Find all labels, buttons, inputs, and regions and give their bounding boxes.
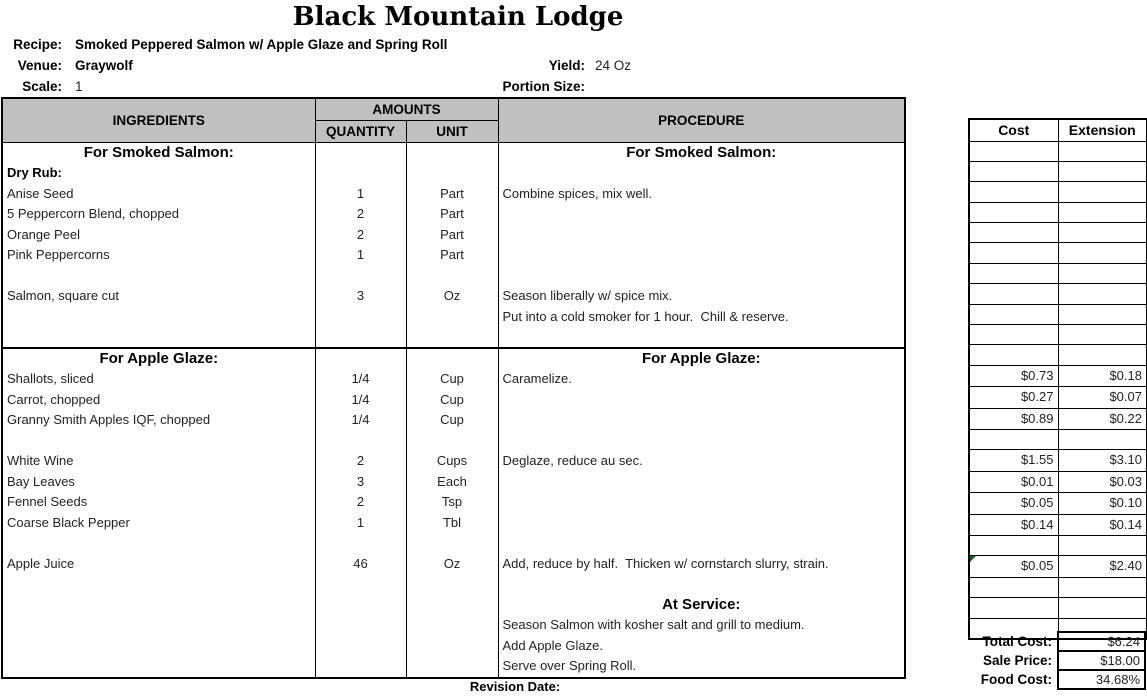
recipe-cell-proc [498, 327, 905, 348]
recipe-cell-qty: 2 [315, 451, 406, 472]
recipe-cell-ing [2, 595, 315, 616]
recipe-cell-unit: Part [406, 204, 498, 225]
recipe-cell-proc [498, 390, 905, 411]
recipe-cell-unit: Tsp [406, 492, 498, 513]
recipe-cell-proc [498, 163, 905, 184]
recipe-row [2, 390, 905, 411]
cost-row [969, 304, 1147, 324]
cost-cell-ext [1058, 284, 1147, 304]
yield-value: 24 Oz [595, 58, 632, 73]
cost-row [969, 161, 1147, 181]
recipe-cell-ing: Granny Smith Apples IQF, chopped [7, 412, 211, 427]
recipe-row [2, 615, 905, 636]
cost-row [969, 182, 1147, 202]
cost-cell-cost [969, 202, 1058, 222]
recipe-cell-unit: Tbl [406, 513, 498, 534]
recipe-row [2, 327, 905, 348]
recipe-cell-ing [2, 574, 315, 595]
recipe-cell-qty [315, 163, 406, 184]
recipe-table-body [2, 142, 905, 678]
cost-row [969, 514, 1147, 535]
recipe-cell-qty [315, 533, 406, 554]
col-header-procedure: PROCEDURE [498, 98, 905, 142]
cost-cell-cost: $0.89 [969, 408, 1058, 429]
recipe-cell-unit: Each [406, 472, 498, 493]
cost-row [969, 493, 1147, 514]
recipe-cell-qty [315, 142, 406, 163]
cost-row [969, 263, 1147, 283]
cost-row [969, 345, 1147, 365]
cost-cell-cost [969, 598, 1058, 618]
recipe-cell-ing [2, 327, 315, 348]
recipe-row [2, 204, 905, 225]
cost-cell-ext: $3.10 [1058, 450, 1147, 471]
portion-size-label: Portion Size: [502, 79, 585, 94]
cost-cell-ext: $0.03 [1058, 471, 1147, 492]
col-header-cost: Cost [969, 119, 1058, 141]
cost-row [969, 408, 1147, 429]
cost-cell-ext [1058, 263, 1147, 283]
recipe-cell-qty [315, 307, 406, 328]
recipe-field [0, 37, 447, 57]
recipe-cell-ing: Coarse Black Pepper [7, 514, 130, 530]
recipe-cell-qty [315, 327, 406, 348]
recipe-cell-ing: Salmon, square cut [7, 288, 120, 303]
recipe-cell-qty [315, 636, 406, 657]
cost-cell-cost [969, 263, 1058, 283]
recipe-cell-proc: Season liberally w/ spice mix. [498, 286, 905, 307]
recipe-cell-ing [2, 615, 315, 636]
cost-cell-cost [969, 182, 1058, 202]
recipe-cell-unit [406, 574, 498, 595]
recipe-cell-unit [406, 636, 498, 657]
cost-cell-cost [969, 304, 1058, 324]
recipe-cell-qty: 1/4 [315, 369, 406, 390]
recipe-cell-unit [406, 327, 498, 348]
cost-cell-cost [969, 223, 1058, 243]
recipe-cell-ing: Shallots, sliced [7, 371, 94, 386]
cost-cell-cost: $0.05 [969, 556, 1058, 577]
recipe-cell-unit: Cups [406, 451, 498, 472]
recipe-cell-qty [315, 431, 406, 452]
cost-cell-cost: $1.55 [969, 450, 1058, 471]
recipe-row [2, 142, 905, 163]
recipe-cell-qty: 1 [315, 184, 406, 205]
recipe-cell-unit: Oz [406, 286, 498, 307]
recipe-cell-ing [2, 636, 315, 657]
cost-cell-ext: $0.14 [1058, 514, 1147, 535]
food-cost-label: Food Cost: [980, 672, 1052, 687]
total-cost-value: $6.24 [1057, 631, 1146, 652]
recipe-cell-proc [498, 266, 905, 287]
recipe-cell-proc: Put into a cold smoker for 1 hour. Chill & reserve. [498, 307, 905, 328]
cost-cell-ext [1058, 202, 1147, 222]
cost-row [969, 471, 1147, 492]
recipe-cell-ing [2, 307, 315, 328]
cost-cell-cost [969, 430, 1058, 450]
recipe-cell-ing: Fennel Seeds [7, 494, 88, 509]
recipe-cell-proc: For Apple Glaze: [498, 348, 905, 370]
cost-row [969, 598, 1147, 618]
recipe-cell-unit [406, 307, 498, 328]
cost-cell-ext [1058, 430, 1147, 450]
recipe-row [2, 410, 905, 431]
recipe-cell-proc [498, 472, 905, 493]
cost-cell-ext: $0.18 [1058, 365, 1147, 386]
cost-cell-cost: $0.73 [969, 365, 1058, 386]
recipe-row [2, 554, 905, 575]
recipe-cell-ing: Bay Leaves [7, 473, 75, 489]
recipe-cell-unit [406, 595, 498, 616]
recipe-cell-proc: At Service: [498, 595, 905, 616]
recipe-cell-qty [315, 615, 406, 636]
recipe-cell-ing: Carrot, chopped [7, 391, 101, 407]
recipe-cell-proc: Deglaze, reduce au sec. [498, 451, 905, 472]
recipe-row [2, 184, 905, 205]
recipe-cell-ing: For Apple Glaze: [2, 348, 315, 370]
cost-cell-cost [969, 577, 1058, 597]
recipe-row [2, 656, 905, 678]
recipe-row [2, 492, 905, 513]
recipe-cell-qty: 1 [315, 513, 406, 534]
recipe-cell-unit: Cup [406, 410, 498, 431]
cost-row [969, 387, 1147, 408]
recipe-cell-unit [406, 266, 498, 287]
recipe-cell-unit: Part [406, 184, 498, 205]
cost-cell-ext [1058, 141, 1147, 161]
cost-row [969, 202, 1147, 222]
col-header-extension: Extension [1058, 119, 1147, 141]
cost-cell-cost [969, 325, 1058, 345]
recipe-cell-proc: Combine spices, mix well. [498, 184, 905, 205]
cost-cell-ext [1058, 536, 1147, 556]
cost-row [969, 141, 1147, 161]
yield-field [380, 58, 631, 78]
recipe-cell-qty [315, 348, 406, 370]
recipe-cell-ing: 5 Peppercorn Blend, chopped [7, 206, 180, 221]
col-header-ingredients: INGREDIENTS [2, 98, 315, 142]
cost-cell-ext: $0.07 [1058, 387, 1147, 408]
cost-cell-ext: $2.40 [1058, 556, 1147, 577]
recipe-row [2, 574, 905, 595]
recipe-cell-unit [406, 348, 498, 370]
recipe-row [2, 245, 905, 266]
recipe-row [2, 595, 905, 616]
sale-price-label: Sale Price: [982, 653, 1052, 668]
portion-size-field [380, 79, 595, 99]
recipe-row [2, 451, 905, 472]
recipe-cell-qty [315, 595, 406, 616]
recipe-table [1, 97, 906, 679]
cost-cell-cost: $0.01 [969, 471, 1058, 492]
cost-row [969, 430, 1147, 450]
recipe-row [2, 286, 905, 307]
cost-summary [968, 631, 1146, 690]
venue-label: Venue: [17, 58, 62, 73]
recipe-cell-proc [498, 410, 905, 431]
recipe-row [2, 513, 905, 534]
recipe-cell-qty [315, 266, 406, 287]
food-cost-row [968, 669, 1146, 690]
recipe-cell-qty [315, 656, 406, 678]
recipe-cell-unit [406, 431, 498, 452]
total-cost-row [968, 631, 1146, 652]
cost-cell-ext [1058, 304, 1147, 324]
cost-row [969, 243, 1147, 263]
recipe-cell-qty: 2 [315, 225, 406, 246]
recipe-cell-unit: Cup [406, 369, 498, 390]
recipe-cell-proc: Caramelize. [498, 369, 905, 390]
cost-cell-ext: $0.22 [1058, 408, 1147, 429]
cost-row [969, 450, 1147, 471]
recipe-row [2, 163, 905, 184]
recipe-cell-ing: Anise Seed [7, 185, 74, 201]
cost-table [968, 118, 1147, 640]
page-title: Black Mountain Lodge [292, 2, 624, 32]
recipe-cell-ing: White Wine [7, 453, 74, 468]
recipe-row [2, 431, 905, 452]
recipe-cell-qty: 2 [315, 204, 406, 225]
sale-price-row [968, 650, 1146, 671]
recipe-cell-qty: 3 [315, 286, 406, 307]
recipe-cell-ing: Dry Rub: [7, 165, 62, 180]
sale-price-value: $18.00 [1057, 650, 1146, 671]
recipe-cell-qty: 1/4 [315, 390, 406, 411]
recipe-cell-ing [2, 431, 315, 452]
recipe-cell-ing: Apple Juice [7, 555, 75, 571]
cost-cell-cost [969, 161, 1058, 181]
recipe-cell-proc: For Smoked Salmon: [498, 142, 905, 163]
recipe-cell-unit [406, 656, 498, 678]
scale-label: Scale: [22, 79, 62, 94]
recipe-cell-unit [406, 163, 498, 184]
cost-cell-cost: $0.27 [969, 387, 1058, 408]
cost-cell-ext [1058, 161, 1147, 181]
recipe-cell-qty: 46 [315, 554, 406, 575]
recipe-cell-ing: For Smoked Salmon: [83, 143, 234, 161]
cost-cell-cost: $0.05 [969, 493, 1058, 514]
cost-cell-ext [1058, 598, 1147, 618]
cost-cell-ext [1058, 243, 1147, 263]
recipe-cell-unit [406, 142, 498, 163]
col-header-amounts: AMOUNTS [315, 98, 498, 120]
cost-row [969, 365, 1147, 386]
recipe-cell-ing [2, 656, 315, 678]
cost-cell-ext [1058, 577, 1147, 597]
recipe-cell-proc [498, 204, 905, 225]
food-cost-value: 34.68% [1057, 669, 1146, 690]
cost-cell-ext [1058, 182, 1147, 202]
recipe-cell-proc [498, 574, 905, 595]
cost-cell-cost: $0.14 [969, 514, 1058, 535]
cost-row [969, 284, 1147, 304]
recipe-cell-unit: Cup [406, 390, 498, 411]
recipe-cell-qty: 1/4 [315, 410, 406, 431]
recipe-cell-proc: Season Salmon with kosher salt and grill to medium. [498, 615, 905, 636]
recipe-cell-proc [498, 513, 905, 534]
cost-table-body [969, 141, 1147, 639]
revision-date-label: Revision Date: [469, 679, 561, 694]
yield-label: Yield: [548, 58, 585, 73]
venue-value: Graywolf [75, 58, 133, 73]
recipe-cell-qty [315, 574, 406, 595]
recipe-row [2, 266, 905, 287]
recipe-cell-proc [498, 225, 905, 246]
recipe-cell-unit: Part [406, 245, 498, 266]
recipe-cell-proc: Serve over Spring Roll. [498, 656, 905, 678]
recipe-cell-ing [2, 266, 315, 287]
recipe-row [2, 533, 905, 554]
cost-cell-ext [1058, 345, 1147, 365]
cost-row [969, 577, 1147, 597]
recipe-cell-qty: 1 [315, 245, 406, 266]
recipe-row [2, 472, 905, 493]
cost-cell-ext [1058, 325, 1147, 345]
cost-cell-ext [1058, 223, 1147, 243]
venue-field [0, 58, 133, 78]
cost-cell-cost [969, 345, 1058, 365]
recipe-cell-unit: Oz [406, 554, 498, 575]
recipe-cell-ing [2, 533, 315, 554]
cost-cell-cost [969, 243, 1058, 263]
recipe-cell-qty: 3 [315, 472, 406, 493]
recipe-row [2, 225, 905, 246]
recipe-cell-proc [498, 431, 905, 452]
cost-cell-cost [969, 284, 1058, 304]
recipe-cell-proc: Add, reduce by half. Thicken w/ cornstarch slurry, strain. [498, 554, 905, 575]
recipe-cell-qty: 2 [315, 492, 406, 513]
cost-row [969, 556, 1147, 577]
recipe-cell-proc: Add Apple Glaze. [498, 636, 905, 657]
error-flag-triangle-icon [970, 556, 976, 562]
recipe-cell-ing: Pink Peppercorns [7, 247, 110, 262]
total-cost-label: Total Cost: [982, 634, 1052, 649]
cost-row [969, 536, 1147, 556]
scale-value: 1 [75, 79, 83, 94]
recipe-row [2, 348, 905, 370]
cost-cell-cost [969, 141, 1058, 161]
recipe-label: Recipe: [13, 37, 62, 52]
recipe-cell-ing: Orange Peel [7, 226, 80, 242]
col-header-quantity: QUANTITY [315, 120, 406, 142]
cost-row [969, 223, 1147, 243]
recipe-cell-unit [406, 533, 498, 554]
cost-cell-cost [969, 536, 1058, 556]
col-header-unit: UNIT [406, 120, 498, 142]
recipe-cell-proc [498, 492, 905, 513]
recipe-row [2, 307, 905, 328]
recipe-cell-unit: Part [406, 225, 498, 246]
recipe-cell-unit [406, 615, 498, 636]
cost-row [969, 325, 1147, 345]
recipe-cell-proc [498, 533, 905, 554]
recipe-row [2, 369, 905, 390]
scale-field [0, 79, 83, 99]
cost-cell-ext: $0.10 [1058, 493, 1147, 514]
recipe-cell-proc [498, 245, 905, 266]
recipe-value: Smoked Peppered Salmon w/ Apple Glaze and Spring Roll [75, 37, 448, 52]
recipe-row [2, 636, 905, 657]
